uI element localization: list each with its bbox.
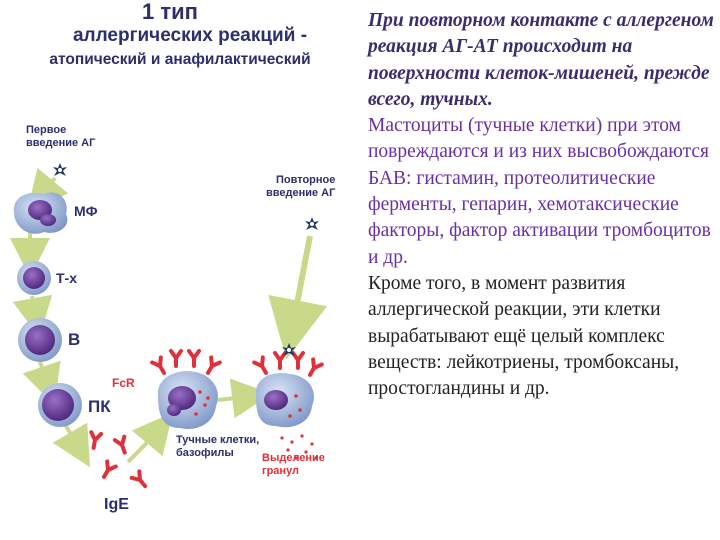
- label-t-helper: Т-х: [56, 270, 77, 286]
- arrow-repeat-antigen: [292, 236, 310, 330]
- plasma-cell: [38, 383, 82, 427]
- arrow-mast-to-degran: [218, 396, 252, 400]
- explanation-mastocytes: Мастоциты (тучные клетки) при этом повреждаются и из них высвобождаются БАВ: гистамин, протеолитические ферменты, гепарин, хемотаксические факторы, фактор активации тромбоцитов и др.: [368, 115, 711, 268]
- arrow-pk-to-ige: [66, 426, 80, 450]
- label-degranulation: Выделение гранул: [262, 452, 325, 477]
- explanation-text: [368, 8, 714, 402]
- label-b-cell: В: [68, 330, 81, 349]
- antigen-icon: [53, 163, 67, 176]
- fcr-antibody-icon: [204, 357, 220, 375]
- ige-antibody-icon: [115, 437, 130, 455]
- diagram-subtitle-2: атопический и анафилактический: [49, 51, 311, 68]
- degranulating-mast-cell: [256, 373, 314, 427]
- ige-antibody-icon: [100, 461, 116, 479]
- explanation-other-substances: Кроме того, в момент развития аллергической реакции, эти клетки вырабатывают ещё целый комплекс веществ: лейкотриены, тромбоксаны, простогландины и др.: [368, 272, 680, 400]
- arrow-b-to-pk: [40, 362, 48, 386]
- arrow-ige-to-mast: [128, 428, 160, 462]
- bound-antibody-icon: [306, 359, 322, 377]
- label-repeat-exposure: Повторное введение АГ: [266, 174, 336, 199]
- ige-antibody-icon: [89, 432, 101, 449]
- macrophage-cell: [14, 192, 68, 233]
- explanation-italic: При повторном контакте с аллергеном реакция АГ-АТ происходит на поверхности клеток-мишеней, прежде всего, тучных.: [368, 10, 714, 110]
- ige-antibody-icon: [132, 471, 149, 489]
- label-mast-cells: Тучные клетки, базофилы: [176, 434, 260, 459]
- mast-cell: [158, 371, 218, 429]
- fcr-antibody-icon: [189, 351, 199, 366]
- t-helper-cell: [17, 261, 51, 295]
- antigen-icon: [305, 217, 319, 230]
- label-ige: IgE: [104, 496, 129, 513]
- fcr-antibody-icon: [171, 351, 181, 366]
- bound-antibody-icon: [254, 357, 270, 375]
- label-macrophage: МФ: [74, 203, 98, 219]
- fcr-antibody-icon: [152, 357, 168, 375]
- diagram-subtitle: аллергических реакций -: [72, 25, 308, 46]
- arrow-th-to-b: [32, 296, 36, 318]
- b-cell: [18, 318, 62, 362]
- label-plasma-cell: ПК: [88, 397, 111, 416]
- label-first-exposure: Первое введение АГ: [26, 124, 96, 149]
- diagram-title: 1 тип: [142, 0, 198, 24]
- label-fc-receptor: FcR: [112, 376, 135, 390]
